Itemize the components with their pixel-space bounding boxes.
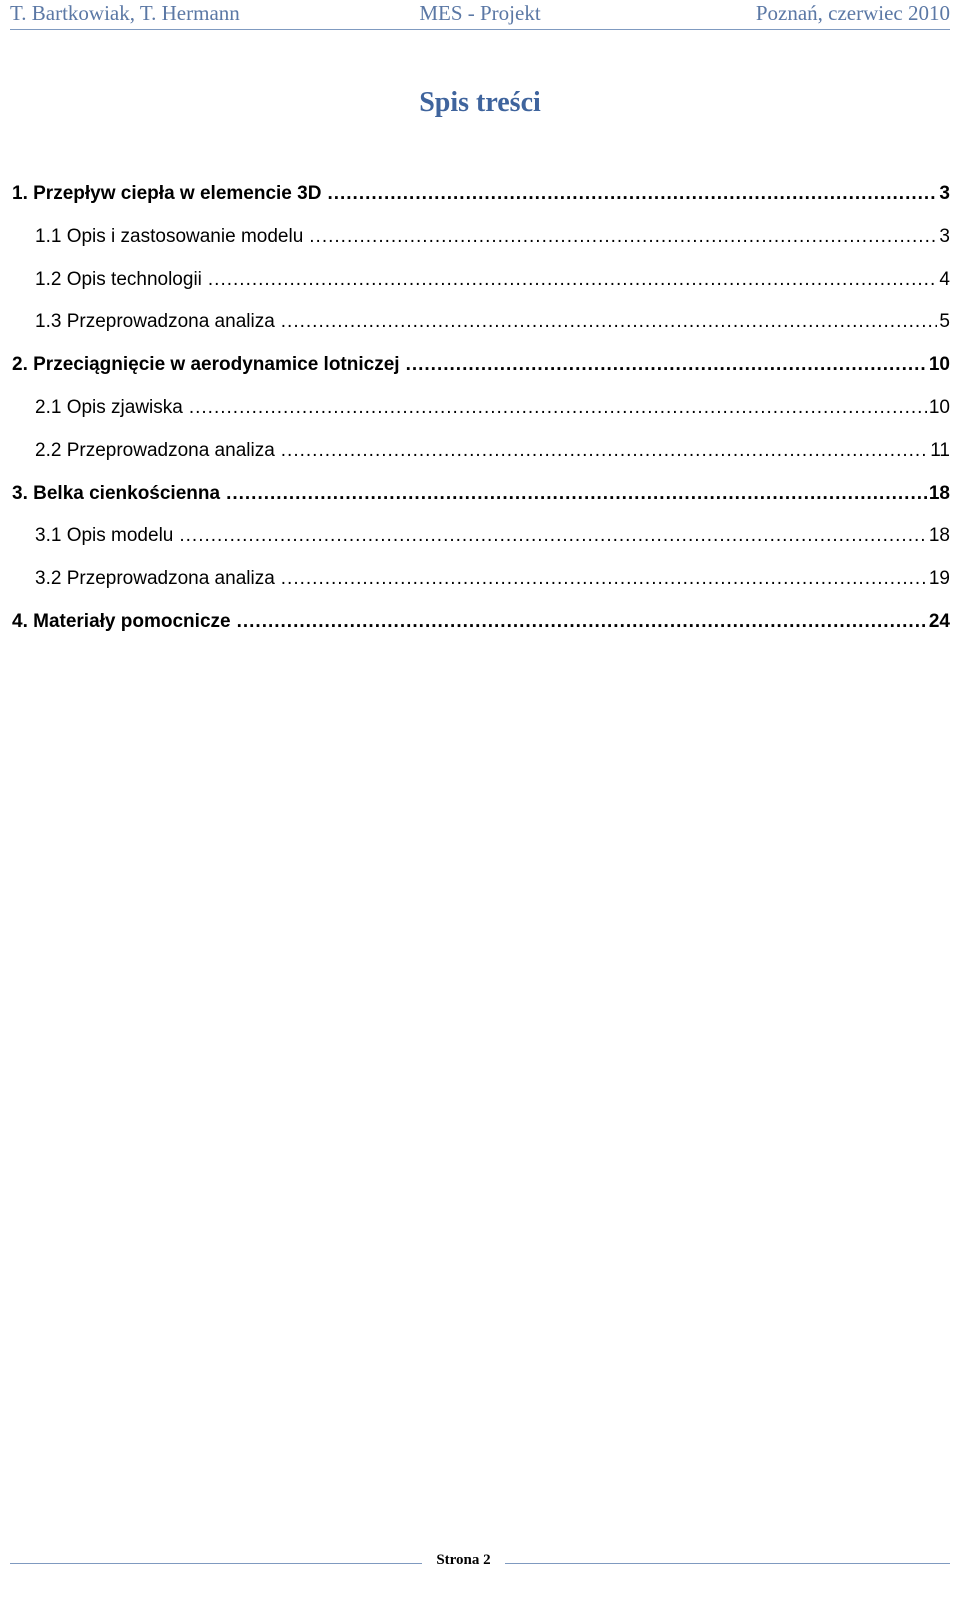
toc-entry-page: 11 xyxy=(930,439,950,461)
toc-entry-page: 4 xyxy=(939,268,950,290)
toc-entry-page: 18 xyxy=(928,482,950,504)
footer-divider-right xyxy=(505,1563,950,1564)
toc-entry[interactable] xyxy=(12,266,950,309)
toc-dot-leader xyxy=(189,394,927,422)
toc-dot-leader xyxy=(281,565,927,593)
toc-entry-text: 3.2 Przeprowadzona analiza xyxy=(35,568,275,590)
toc-entry[interactable] xyxy=(12,565,950,608)
toc-entry[interactable] xyxy=(12,308,950,351)
toc-entry[interactable] xyxy=(12,522,950,565)
toc-entry-page: 18 xyxy=(928,525,950,547)
toc-entry-text: 2. Przeciągnięcie w aerodynamice lotniczej xyxy=(12,354,400,376)
header-divider xyxy=(10,29,950,30)
toc-entry[interactable] xyxy=(12,223,950,266)
header-authors: T. Bartkowiak, T. Hermann xyxy=(10,1,240,25)
toc-entry-page: 19 xyxy=(928,568,950,590)
toc-entry-text: 1.1 Opis i zastosowanie modelu xyxy=(35,225,304,247)
toc-dot-leader xyxy=(281,437,929,465)
toc-entry[interactable] xyxy=(12,480,950,523)
toc-entry[interactable] xyxy=(12,608,950,651)
toc-entry-text: 3. Belka cienkościenna xyxy=(12,482,221,504)
toc-dot-leader xyxy=(226,480,927,508)
toc-entry-text: 1.2 Opis technologii xyxy=(35,268,202,290)
toc-entry-text: 3.1 Opis modelu xyxy=(35,525,174,547)
header-project: MES - Projekt xyxy=(419,1,541,25)
toc-entry-text: 2.2 Przeprowadzona analiza xyxy=(35,439,275,461)
toc-entry-page: 5 xyxy=(939,311,950,333)
toc-dot-leader xyxy=(237,608,927,636)
toc-entry[interactable] xyxy=(12,351,950,394)
toc-title: Spis treści xyxy=(419,87,541,118)
toc-dot-leader xyxy=(208,266,938,294)
page-number: Strona 2 xyxy=(436,1552,491,1568)
toc-entry[interactable] xyxy=(12,394,950,437)
toc-entry-text: 4. Materiały pomocnicze xyxy=(12,610,231,632)
toc-entry[interactable] xyxy=(12,180,950,223)
toc-entry-page: 24 xyxy=(928,610,950,632)
toc-entry-page: 3 xyxy=(939,183,950,204)
toc-dot-leader xyxy=(179,522,927,550)
toc-entry-page: 10 xyxy=(928,396,950,418)
toc-dot-leader xyxy=(327,180,937,208)
toc-entry-text: 1.3 Przeprowadzona analiza xyxy=(35,311,275,333)
toc-dot-leader xyxy=(406,351,927,379)
header-place-date: Poznań, czerwiec 2010 xyxy=(755,1,950,25)
table-of-contents xyxy=(12,180,950,651)
toc-dot-leader xyxy=(281,308,938,336)
toc-entry-text: 2.1 Opis zjawiska xyxy=(35,396,183,418)
toc-entry-page: 3 xyxy=(939,225,950,247)
footer-divider-left xyxy=(10,1563,422,1564)
page-header xyxy=(10,0,950,30)
toc-entry-page: 10 xyxy=(928,354,950,376)
toc-entry[interactable] xyxy=(12,437,950,480)
toc-dot-leader xyxy=(309,223,937,251)
toc-entry-text: 1. Przepływ ciepła w elemencie 3D xyxy=(12,183,322,204)
